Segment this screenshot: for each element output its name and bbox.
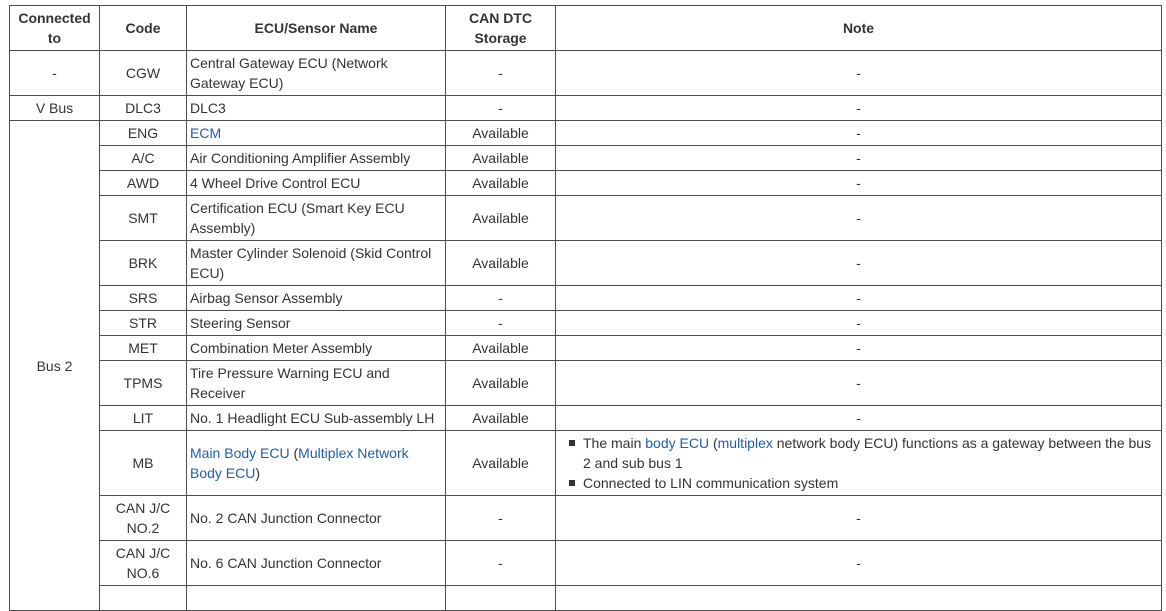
note-cell: - [556, 311, 1162, 336]
table-header-row [10, 6, 1162, 51]
can-dtc-cell: - [446, 311, 556, 336]
table-row [10, 496, 1162, 541]
ecu-name-cell: Combination Meter Assembly [187, 336, 446, 361]
note-text: network body ECU) functions as a gateway between the bus 2 and sub bus 1 [583, 435, 1152, 471]
can-dtc-cell: - [446, 541, 556, 586]
ecu-name-cell [446, 586, 556, 611]
ecu-name-cell: DLC3 [187, 96, 446, 121]
note-list [559, 433, 1158, 493]
header-can-dtc-storage: CAN DTC Storage [446, 6, 556, 51]
can-dtc-cell: Available [446, 241, 556, 286]
ecu-name-cell: Certification ECU (Smart Key ECU Assembly) [187, 196, 446, 241]
can-dtc-cell: Available [446, 406, 556, 431]
note-cell: - [556, 286, 1162, 311]
code-cell: A/C [100, 146, 187, 171]
table-row-partial [10, 586, 1162, 611]
note-text: The main [583, 435, 646, 451]
code-cell: BRK [100, 241, 187, 286]
ecu-name-cell: Airbag Sensor Assembly [187, 286, 446, 311]
code-cell: SMT [100, 196, 187, 241]
connected-to-cell: - [10, 51, 100, 96]
table-row [10, 171, 1162, 196]
can-dtc-cell: - [446, 96, 556, 121]
table-row [10, 121, 1162, 146]
code-cell: MB [100, 431, 187, 496]
ecu-sensor-table [9, 5, 1162, 611]
code-cell: CGW [100, 51, 187, 96]
table-row [10, 361, 1162, 406]
can-dtc-cell: Available [446, 431, 556, 496]
code-cell: AWD [100, 171, 187, 196]
body-ecu-link[interactable]: body ECU [645, 435, 710, 451]
name-separator: ) [255, 465, 261, 481]
code-cell: LIT [100, 406, 187, 431]
code-cell: STR [100, 311, 187, 336]
code-cell: CAN J/C NO.6 [100, 541, 187, 586]
can-dtc-cell: - [446, 51, 556, 96]
table-row [10, 336, 1162, 361]
note-cell: - [556, 336, 1162, 361]
note-cell: - [556, 51, 1162, 96]
ecu-name-cell: No. 6 CAN Junction Connector [187, 541, 446, 586]
header-ecu-name: ECU/Sensor Name [187, 6, 446, 51]
table-row [10, 196, 1162, 241]
note-cell: - [556, 171, 1162, 196]
note-cell: - [556, 96, 1162, 121]
connected-to-cell: V Bus [10, 96, 100, 121]
ecu-name-cell: Air Conditioning Amplifier Assembly [187, 146, 446, 171]
can-dtc-cell: Available [446, 336, 556, 361]
ecu-name-cell: No. 2 CAN Junction Connector [187, 496, 446, 541]
table-row [10, 431, 1162, 496]
multiplex-link[interactable]: multiplex [717, 435, 773, 451]
note-item [559, 473, 1158, 493]
note-cell: - [556, 496, 1162, 541]
ecu-name-cell: Tire Pressure Warning ECU and Receiver [187, 361, 446, 406]
table-row [10, 146, 1162, 171]
multiplex-network-body-ecu-link[interactable]: Multiplex Network Body ECU [190, 445, 409, 481]
note-cell: - [556, 241, 1162, 286]
header-code: Code [100, 6, 187, 51]
note-cell: - [556, 146, 1162, 171]
note-cell [556, 431, 1162, 496]
table-row [10, 286, 1162, 311]
can-dtc-cell [556, 586, 1162, 611]
ecu-name-cell: 4 Wheel Drive Control ECU [187, 171, 446, 196]
main-body-ecu-link[interactable]: Main Body ECU [190, 445, 290, 461]
can-dtc-cell: Available [446, 146, 556, 171]
note-text: ( [709, 435, 718, 451]
code-cell: CAN J/C NO.2 [100, 496, 187, 541]
code-cell: DLC3 [100, 96, 187, 121]
name-separator: ( [289, 445, 299, 461]
code-cell: TPMS [100, 361, 187, 406]
header-note: Note [556, 6, 1162, 51]
header-connected-to: Connected to [10, 6, 100, 51]
connected-to-cell [100, 586, 187, 611]
ecu-name-cell: No. 1 Headlight ECU Sub-assembly LH [187, 406, 446, 431]
note-cell: - [556, 361, 1162, 406]
ecu-name-cell: Steering Sensor [187, 311, 446, 336]
code-cell: ENG [100, 121, 187, 146]
note-text: Connected to LIN communication system [583, 475, 839, 491]
table-row [10, 96, 1162, 121]
note-cell: - [556, 406, 1162, 431]
ecu-name-cell [187, 121, 446, 146]
connected-to-cell: Bus 2 [10, 121, 100, 611]
table-row [10, 51, 1162, 96]
ecu-name-cell: Central Gateway ECU (Network Gateway ECU) [187, 51, 446, 96]
table-row [10, 406, 1162, 431]
note-cell: - [556, 541, 1162, 586]
can-dtc-cell: - [446, 496, 556, 541]
code-cell [187, 586, 446, 611]
code-cell: MET [100, 336, 187, 361]
table-row [10, 311, 1162, 336]
can-dtc-cell: - [446, 286, 556, 311]
note-cell: - [556, 196, 1162, 241]
can-dtc-cell: Available [446, 361, 556, 406]
can-dtc-cell: Available [446, 196, 556, 241]
ecu-name-cell: Master Cylinder Solenoid (Skid Control ECU) [187, 241, 446, 286]
ecu-name-cell [187, 431, 446, 496]
can-dtc-cell: Available [446, 171, 556, 196]
table-row [10, 541, 1162, 586]
code-cell: SRS [100, 286, 187, 311]
can-dtc-cell: Available [446, 121, 556, 146]
table-row [10, 241, 1162, 286]
note-cell: - [556, 121, 1162, 146]
note-item [559, 433, 1158, 473]
ecm-link[interactable]: ECM [190, 125, 222, 141]
